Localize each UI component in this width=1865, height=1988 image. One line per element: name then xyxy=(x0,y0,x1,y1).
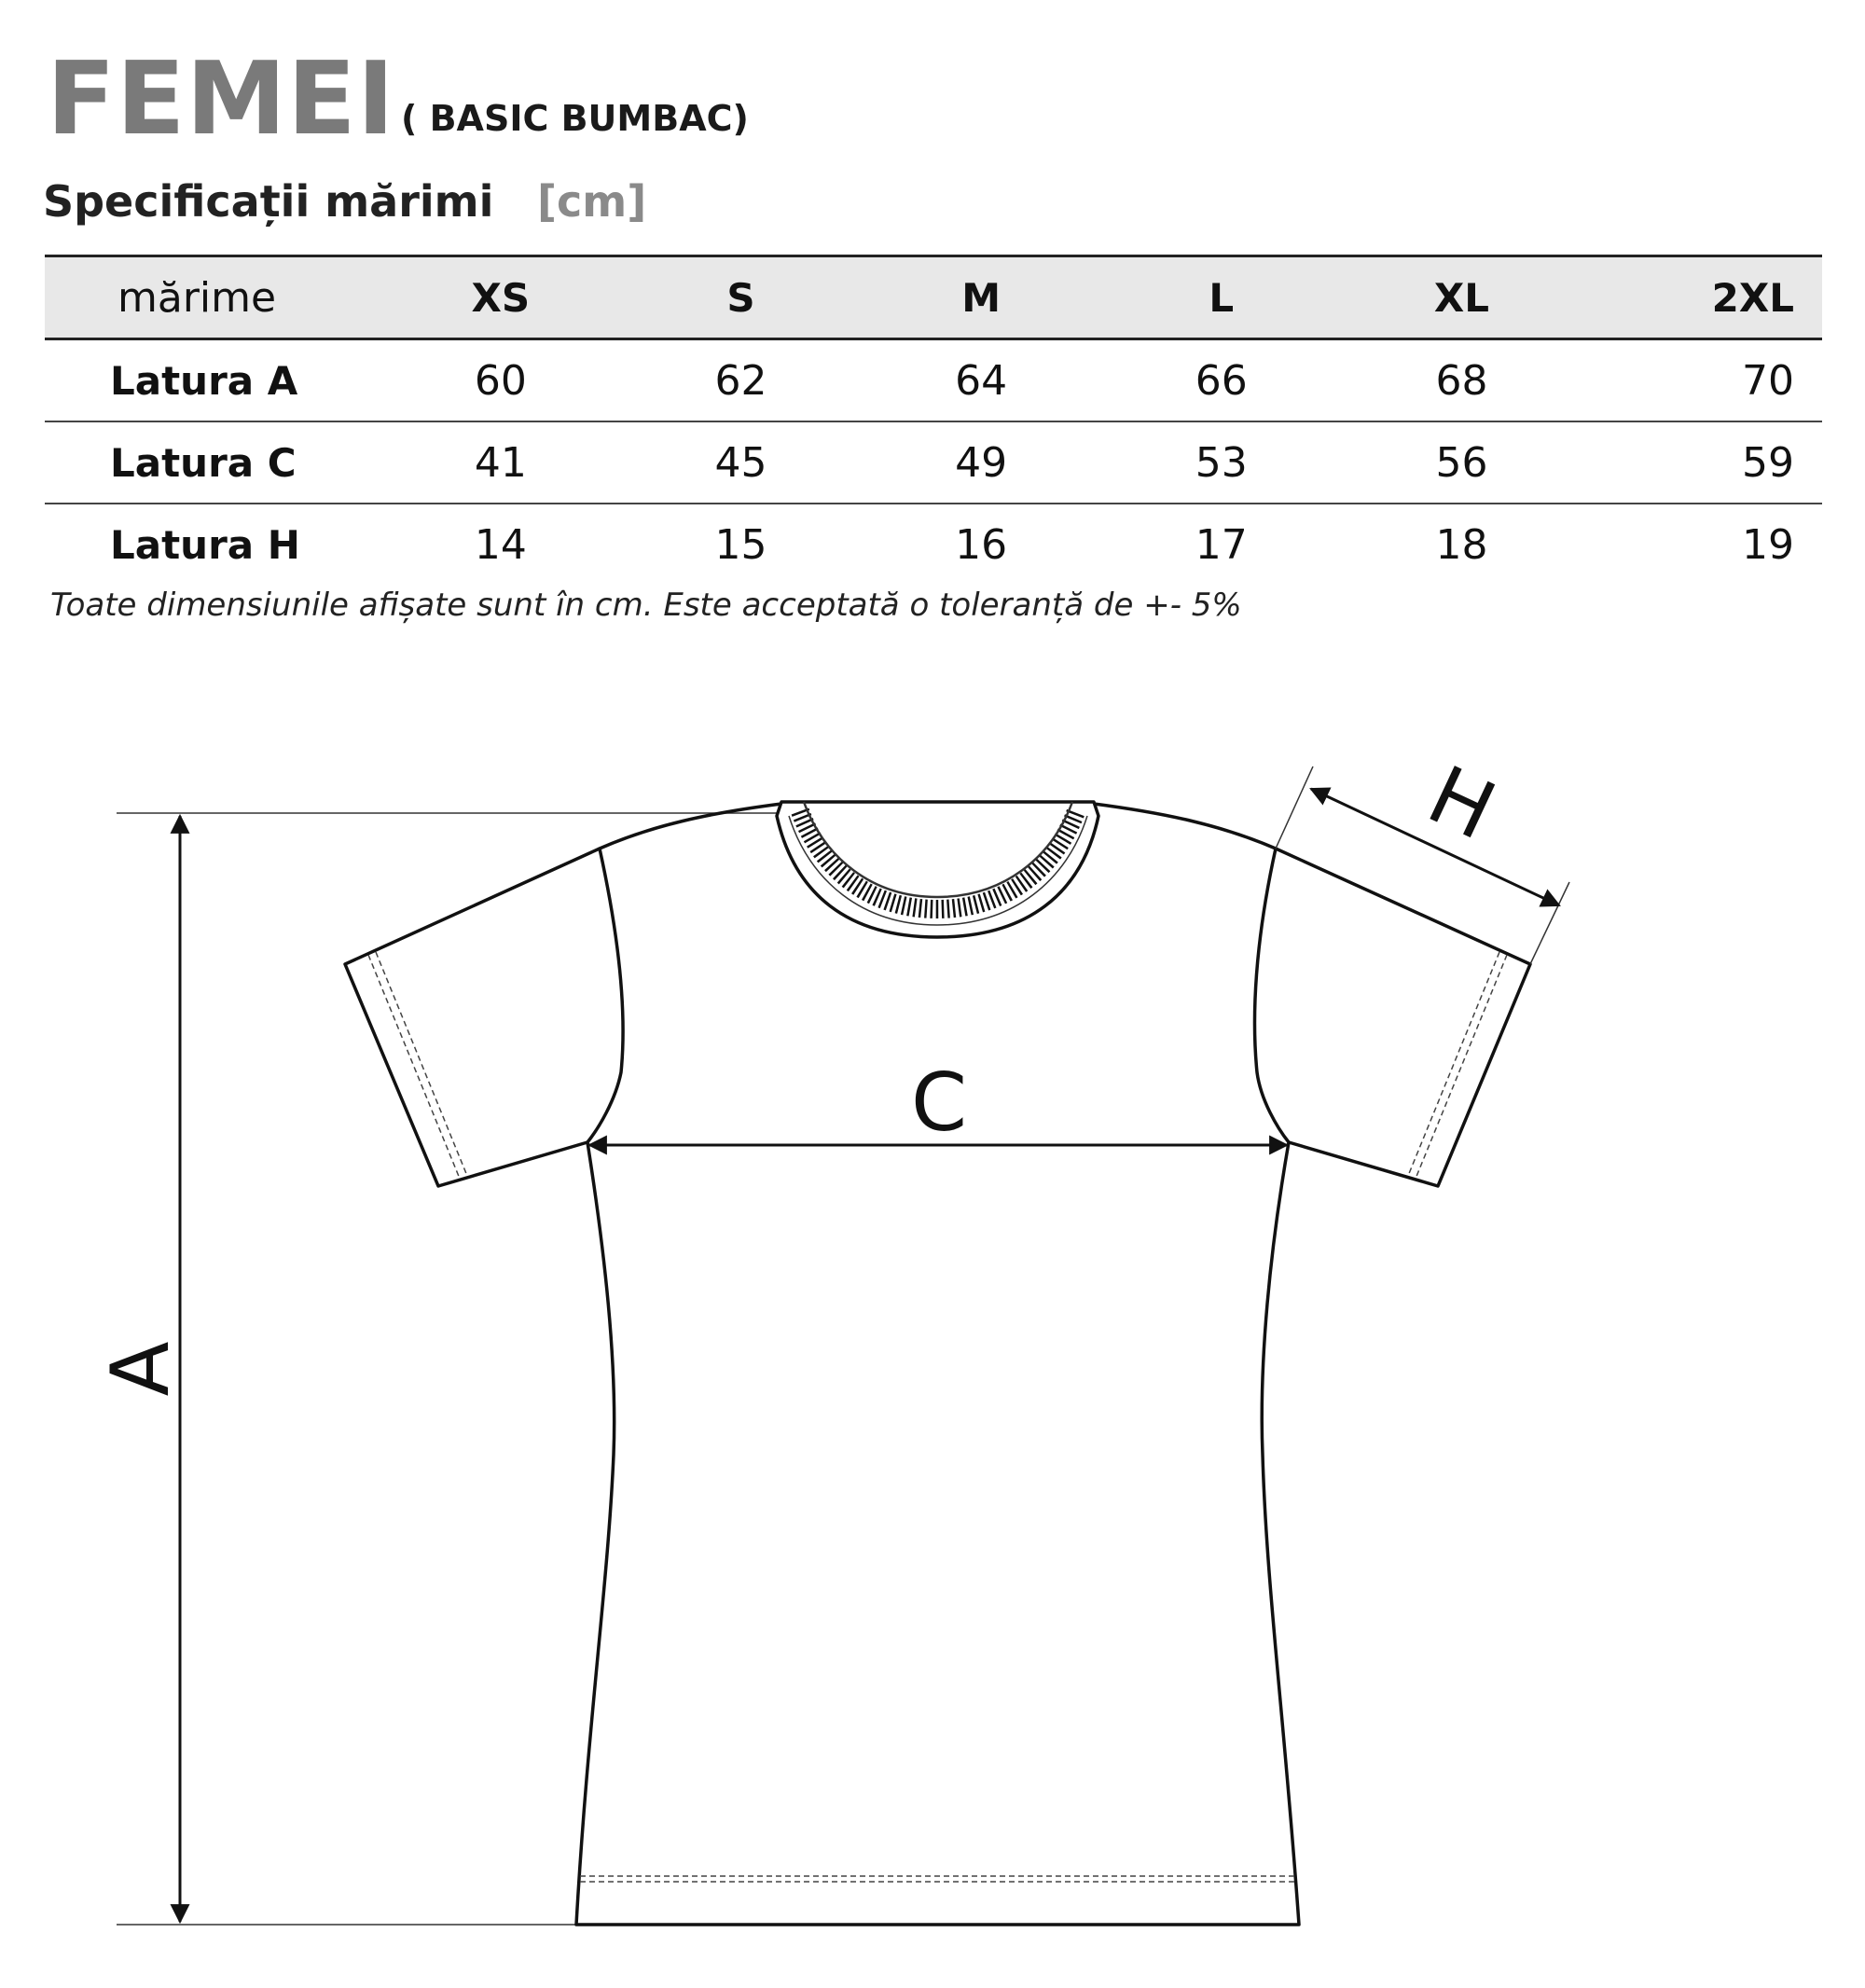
table-cell: 59 xyxy=(1582,421,1822,504)
page-subtitle: ( BASIC BUMBAC) xyxy=(401,98,749,139)
size-header-s: S xyxy=(621,256,862,339)
table-cell: 68 xyxy=(1342,339,1582,422)
table-cell: 56 xyxy=(1342,421,1582,504)
dimension-a-label: A xyxy=(94,1341,187,1397)
size-header-xs: XS xyxy=(380,256,621,339)
right-sleeve-outline xyxy=(1276,849,1530,1186)
table-cell: 70 xyxy=(1582,339,1822,422)
spec-title: Specificații mărimi xyxy=(43,176,494,227)
tshirt-body-outline xyxy=(576,804,1299,1925)
page-title: FEMEI xyxy=(47,41,395,158)
size-header-xl: XL xyxy=(1342,256,1582,339)
table-cell: 49 xyxy=(861,421,1101,504)
collar-ribbing xyxy=(777,802,1098,937)
dimension-c-label: C xyxy=(910,1056,968,1150)
size-header-m: M xyxy=(861,256,1101,339)
size-header-l: L xyxy=(1101,256,1342,339)
row-label: Latura H xyxy=(110,521,300,568)
table-cell: 66 xyxy=(1101,339,1342,422)
spec-unit: [cm] xyxy=(537,176,647,227)
right-sleeve-stitch xyxy=(1416,955,1507,1179)
row-label: Latura A xyxy=(45,339,380,422)
table-cell: 45 xyxy=(621,421,862,504)
left-sleeve-outline xyxy=(345,849,600,1186)
table-cell: 19 xyxy=(1742,520,1794,569)
dimension-h-label: H xyxy=(1414,748,1509,859)
table-cell: 60 xyxy=(380,339,621,422)
table-cell: 15 xyxy=(714,520,767,569)
dimension-h-extension xyxy=(1276,766,1313,849)
table-cell: 41 xyxy=(380,421,621,504)
right-sleeve-stitch xyxy=(1408,952,1499,1176)
table-cell: 14 xyxy=(474,520,527,569)
size-header-2xl: 2XL xyxy=(1582,256,1822,339)
table-cell: 18 xyxy=(1435,520,1488,569)
table-cell: 16 xyxy=(955,520,1008,569)
tolerance-footnote: Toate dimensiunile afișate sunt în cm. Este acceptată o toleranță de +- 5% xyxy=(50,587,1242,624)
table-cell: 17 xyxy=(1195,520,1248,569)
table-cell: 64 xyxy=(861,339,1101,422)
table-cell: 62 xyxy=(621,339,862,422)
left-sleeve-stitch xyxy=(368,955,460,1179)
size-label-header: mărime xyxy=(45,256,380,339)
table-cell: 53 xyxy=(1101,421,1342,504)
row-label: Latura C xyxy=(45,421,380,504)
